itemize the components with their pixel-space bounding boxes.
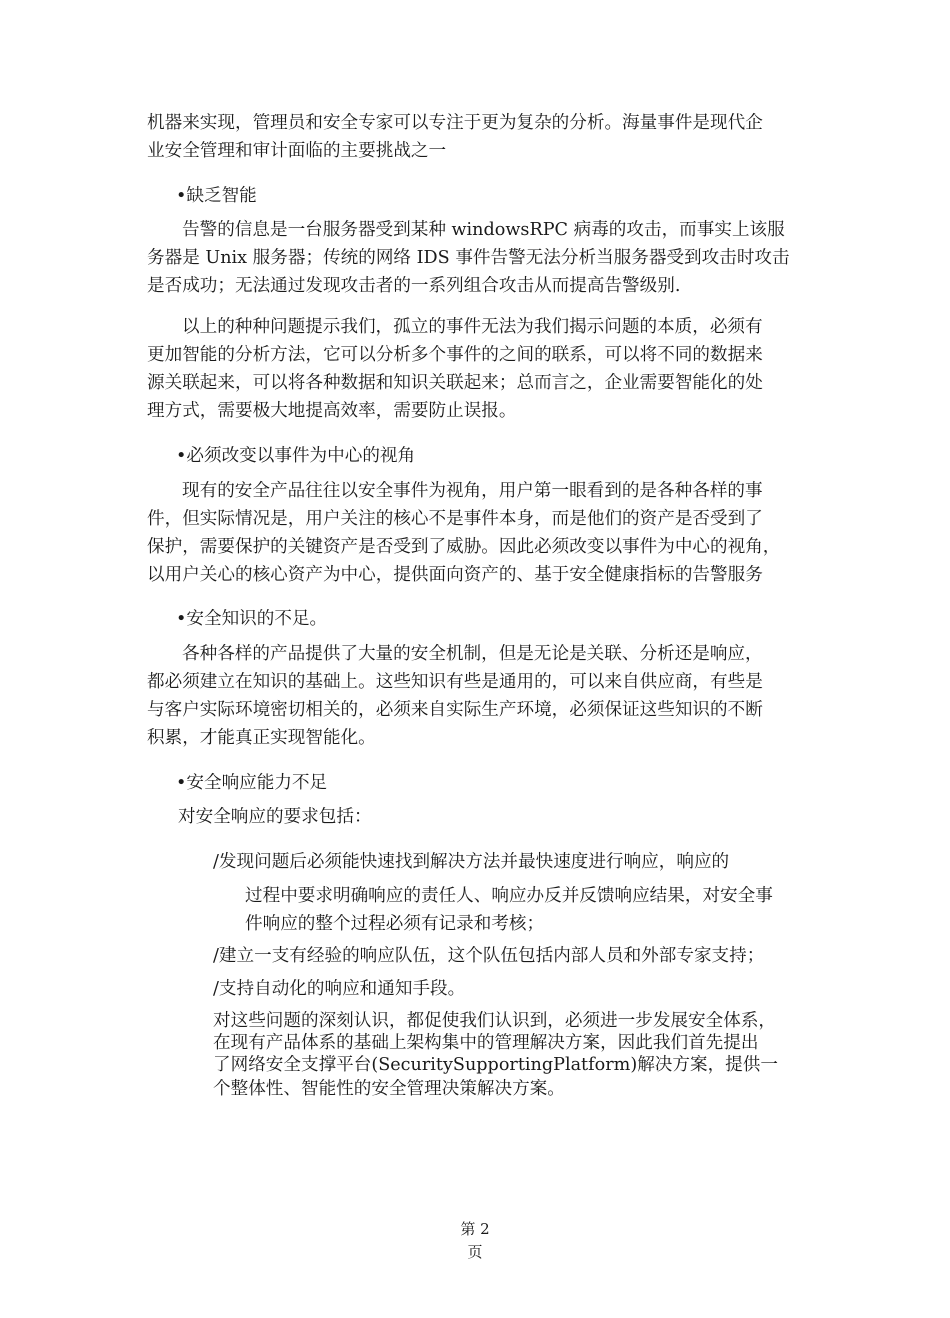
list-item-line: 件响应的整个过程必须有记录和考核； xyxy=(245,914,545,934)
paragraph-line: 业安全管理和审计面临的主要挑战之一 xyxy=(147,141,447,161)
list-item-line: /发现问题后必须能快速找到解决方法并最快速度进行响应，响应的 xyxy=(213,852,730,872)
paragraph-line: 是否成功；无法通过发现攻击者的一系列组合攻击从而提高告警级别. xyxy=(147,276,681,296)
paragraph-line: 对这些问题的深刻认识，都促使我们认识到，必须进一步发展安全体系， xyxy=(213,1011,777,1031)
section-heading: •安全知识的不足。 xyxy=(176,609,328,629)
paragraph-line: 理方式，需要极大地提高效率，需要防止误报。 xyxy=(147,401,517,421)
section-heading: •缺乏智能 xyxy=(176,186,257,206)
paragraph-line: 保护，需要保护的关键资产是否受到了威胁。因此必须改变以事件为中心的视角， xyxy=(147,537,781,557)
paragraph-line: 与客户实际环境密切相关的，必须来自实际生产环境，必须保证这些知识的不断 xyxy=(147,700,763,720)
paragraph-line: 积累，才能真正实现智能化。 xyxy=(147,728,376,748)
paragraph-line: 个整体性、智能性的安全管理决策解决方案。 xyxy=(213,1079,565,1099)
paragraph-line: 以用户关心的核心资产为中心，提供面向资产的、基于安全健康指标的告警服务 xyxy=(147,565,763,585)
list-item-line: /支持自动化的响应和通知手段。 xyxy=(213,979,466,999)
section-heading: •必须改变以事件为中心的视角 xyxy=(176,446,416,466)
page-number-label: 第 2 xyxy=(460,1220,490,1238)
list-item-line: 过程中要求明确响应的责任人、响应办反并反馈响应结果，对安全事 xyxy=(245,886,773,906)
page-number-unit: 页 xyxy=(467,1243,483,1261)
paragraph-line: 在现有产品体系的基础上架构集中的管理解决方案，因此我们首先提出 xyxy=(213,1033,759,1053)
list-item-line: /建立一支有经验的响应队伍，这个队伍包括内部人员和外部专家支持； xyxy=(213,946,765,966)
paragraph-line: 以上的种种问题提示我们，孤立的事件无法为我们揭示问题的本质，必须有 xyxy=(182,317,763,337)
paragraph-line: 都必须建立在知识的基础上。这些知识有些是通用的，可以来自供应商，有些是 xyxy=(147,672,763,692)
paragraph-line: 现有的安全产品往往以安全事件为视角，用户第一眼看到的是各种各样的事 xyxy=(182,481,763,501)
paragraph-line: 机器来实现，管理员和安全专家可以专注于更为复杂的分析。海量事件是现代企 xyxy=(147,113,763,133)
paragraph-line: 了网络安全支撑平台(SecuritySupportingPlatform)解决方案，提供一 xyxy=(213,1055,778,1075)
section-heading: •安全响应能力不足 xyxy=(176,773,328,793)
paragraph-line: 源关联起来，可以将各种数据和知识关联起来；总而言之，企业需要智能化的处 xyxy=(147,373,763,393)
paragraph-line: 务器是 Unix 服务器；传统的网络 IDS 事件告警无法分析当服务器受到攻击时攻击 xyxy=(147,248,790,268)
paragraph-line: 各种各样的产品提供了大量的安全机制，但是无论是关联、分析还是响应， xyxy=(182,644,763,664)
paragraph-line: 件，但实际情况是，用户关注的核心不是事件本身，而是他们的资产是否受到了 xyxy=(147,509,763,529)
paragraph-line: 告警的信息是一台服务器受到某种 windowsRPC 病毒的攻击，而事实上该服 xyxy=(182,220,785,240)
paragraph-line: 对安全响应的要求包括： xyxy=(178,807,372,827)
paragraph-line: 更加智能的分析方法，它可以分析多个事件的之间的联系，可以将不同的数据来 xyxy=(147,345,763,365)
